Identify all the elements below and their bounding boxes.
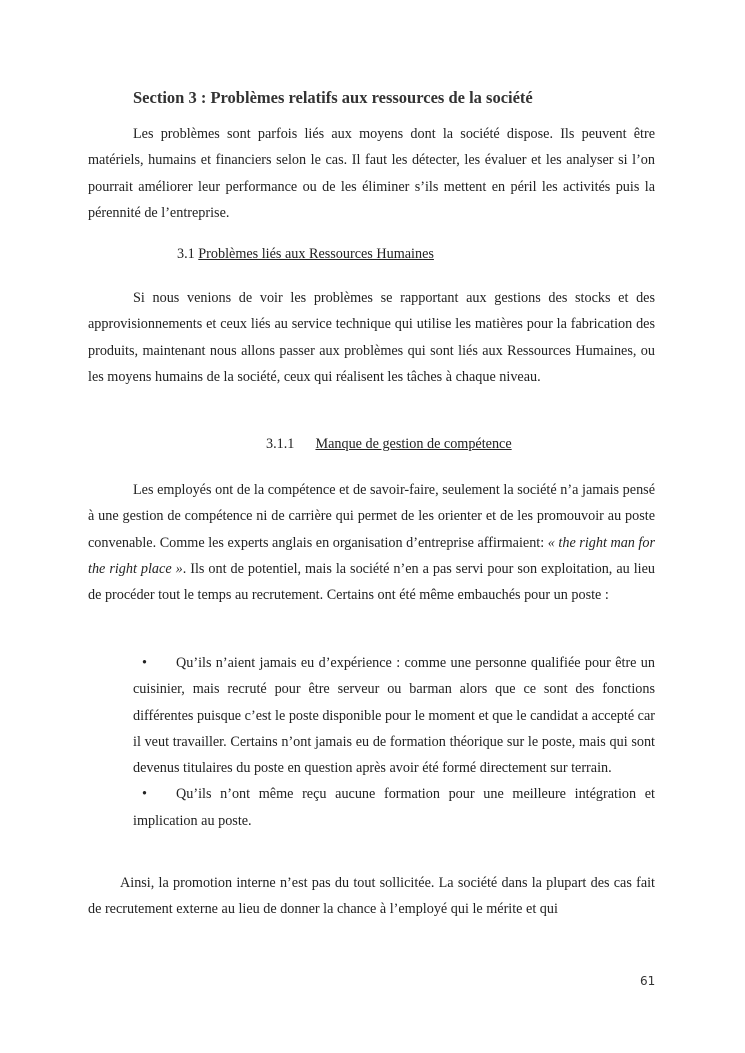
bullet-icon: •: [142, 786, 147, 803]
subsection-title: Manque de gestion de compétence: [315, 436, 512, 452]
list-item-text: Qu’ils n’aient jamais eu d’expérience : comme une personne qualifiée pour être un cuisinier, mais recruté pour être serveur ou barman alors que ce sont des fonctions différentes puisque c’est le poste disponible pour le moment et que le candidat a accepté car il veut travailler. Certains n’ont jamais eu de formation théorique sur le poste, mais qui sont devenus titulaires du poste en question après avoir été formé directement sur terrain.: [133, 655, 655, 777]
paragraph-3-quote: « the right man for the right place »: [88, 534, 655, 577]
subsection-number: 3.1: [177, 246, 195, 262]
subsection-number: 3.1.1: [266, 436, 295, 452]
bullet-icon: •: [142, 655, 147, 671]
paragraph-3-text-a: Les employés ont de la compétence et de savoir-faire, seulement la société n’a jamais pensé à une gestion de compétence ni de carrière qui permet de les orienter et de les promouvoir au poste convenable. Comme les experts anglais en organisation d’entreprise affirmaient:: [88, 482, 655, 551]
paragraph-4: Ainsi, la promotion interne n’est pas du tout sollicitée. La société dans la plupart des cas fait de recrutement externe au lieu de donner la chance à l’employé qui le mérite et qui: [88, 875, 655, 918]
subsection-title: Problèmes liés aux Ressources Humaines: [198, 246, 434, 262]
paragraph-3-text-b: . Ils ont de potentiel, mais la société n’en a pas servi pour son exploitation, au lieu de procéder tout le temps au recrutement. Certains ont été même embauchés pour un poste :: [88, 560, 655, 604]
section-title: Section 3 : Problèmes relatifs aux ressources de la société: [133, 88, 533, 107]
paragraph-2: Si nous venions de voir les problèmes se rapportant aux gestions des stocks et des approvisionnements et ceux liés au service technique qui utilise les matières pour la fabrication des produits, maintenant nous allons passer aux problèmes qui sont liés aux Ressources Humaines, ou les moyens humains de la société, ceux qui réalisent les tâches à chaque niveau.: [88, 290, 655, 385]
subsection-heading-3-1: [177, 246, 434, 263]
paragraph-3: [88, 477, 655, 608]
subsection-heading-3-1-1: [266, 436, 512, 453]
page-number: 61: [640, 974, 656, 988]
intro-paragraph: Les problèmes sont parfois liés aux moyens dont la société dispose. Ils peuvent être matériels, humains et financiers selon le cas. Il faut les détecter, les évaluer et les analyser si l’on pourrait améliorer leur performance ou de les éliminer s’ils mettent en péril les activités puis la pérennité de l’entreprise.: [88, 126, 655, 221]
list-item: [133, 781, 655, 834]
list-item-text: Qu’ils n’ont même reçu aucune formation pour une meilleure intégration et implication au poste.: [133, 786, 655, 829]
list-item: [133, 650, 655, 781]
bullet-list: [133, 650, 655, 834]
